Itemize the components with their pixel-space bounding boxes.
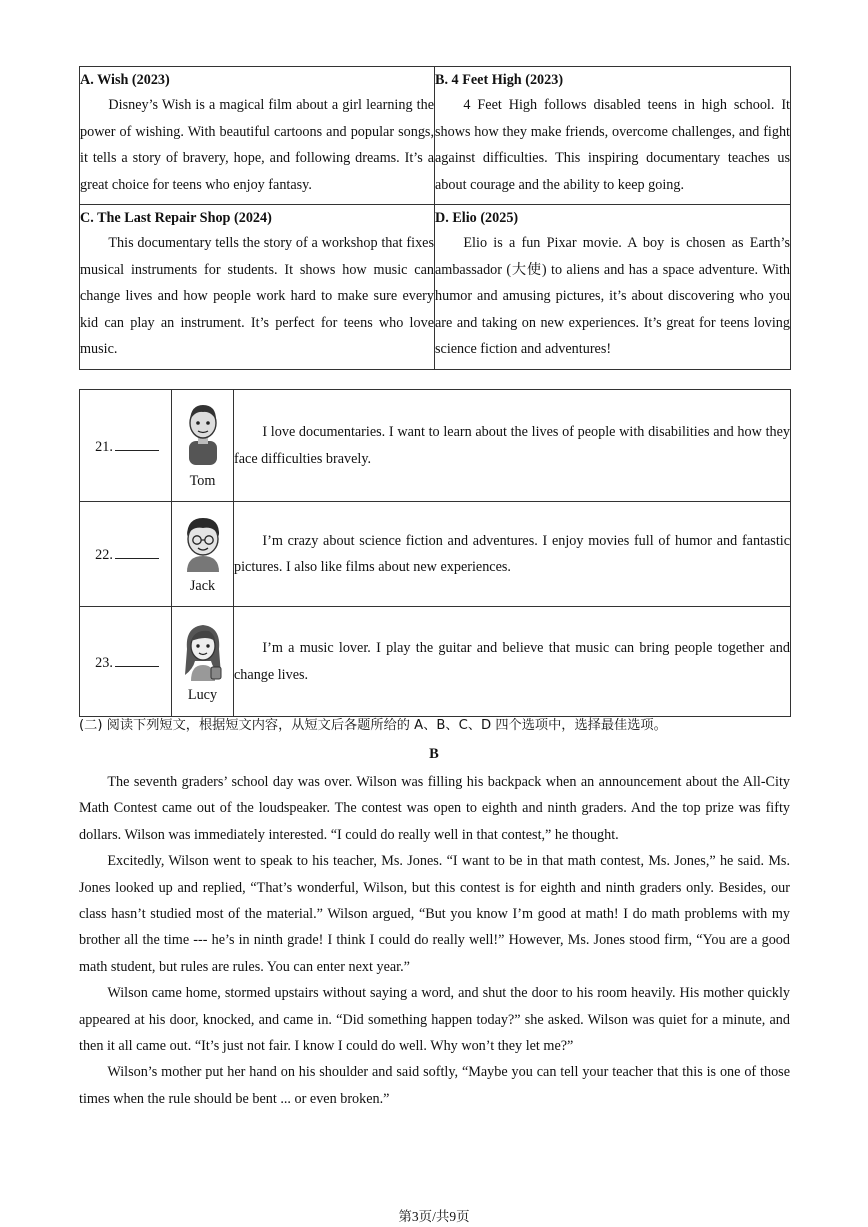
answer-blank[interactable] <box>115 652 159 667</box>
movie-option-c <box>80 205 435 370</box>
passage-paragraph: Excitedly, Wilson went to speak to his teacher, Ms. Jones. “I want to be in that math contest, Ms. Jones,” he said. Ms. Jones looked up and replied, “That’s wonderful, Wilson, but this contest is for eighth and ninth graders only. Besides, our class hasn’t studied most of the material.” Wilson argued, “But you know I’m good at math! I do math problems with my brother all the time --- he’s in ninth grade! I think I could do really well!” However, Ms. Jones stood firm, “You are a good math student, but rules are rules. You can enter next year.” <box>79 853 790 975</box>
section-instruction: (二) 阅读下列短文，根据短文内容，从短文后各题所给的 A、B、C、D 四个选项中，选择最佳选项。 <box>79 718 667 733</box>
movie-options-table <box>79 66 791 370</box>
movie-title: D. Elio (2025) <box>435 210 519 226</box>
person-name: Lucy <box>187 687 218 703</box>
movie-description: This documentary tells the story of a workshop that fixes musical instruments for students. It shows how music can change lives and how people work hard to make sure every kid can play an instrument. It’s perfect for teens who love music. <box>80 235 434 357</box>
people-matching-table <box>79 389 791 717</box>
table-row <box>80 390 791 502</box>
reading-passage <box>79 769 790 1112</box>
person-statement: I’m a music lover. I play the guitar and believe that music can bring people together and change lives. <box>234 607 791 717</box>
table-row <box>80 607 791 717</box>
movie-option-b <box>435 67 791 205</box>
person-name: Tom <box>189 473 216 489</box>
movie-title: B. 4 Feet High (2023) <box>435 72 564 88</box>
passage-paragraph: Wilson’s mother put her hand on his shoulder and said softly, “Maybe you can tell your teacher that this is one of those times when the rule should be bent ... or even broken.” <box>79 1064 790 1107</box>
question-number: 22. <box>95 547 113 563</box>
movie-description: 4 Feet High follows disabled teens in high school. It shows how they make friends, overcome challenges, and fight against difficulties. This inspiring documentary teaches us about courage and the ability to keep going. <box>435 97 790 193</box>
question-number-cell <box>80 502 172 607</box>
page-number-footer: 第3页/共9页 <box>398 1209 470 1224</box>
movie-title: C. The Last Repair Shop (2024) <box>80 210 272 226</box>
table-row <box>80 502 791 607</box>
boy-glasses-avatar-icon <box>181 514 225 572</box>
movie-description: Disney’s Wish is a magical film about a girl learning the power of wishing. With beautiful cartoons and popular songs, it tells a story of bravery, hope, and following dreams. It’s a great choice for teens who enjoy fantasy. <box>80 97 434 193</box>
question-number-cell <box>80 607 172 717</box>
girl-avatar-icon <box>179 619 227 681</box>
person-picture-cell <box>172 390 234 502</box>
question-number: 23. <box>95 654 113 671</box>
question-number: 21. <box>95 438 113 455</box>
movie-option-d <box>435 205 791 370</box>
movie-description: Elio is a fun Pixar movie. A boy is chosen as Earth’s ambassador (大使) to aliens and has a space adventure. With humor and amusing pictures, it’s about discovering who you are and taking on new experiences. It’s great for teens loving science fiction and adventures! <box>435 235 790 357</box>
person-statement: I’m crazy about science fiction and adventures. I enjoy movies full of humor and fantastic pictures. I also like films about new experiences. <box>234 502 791 607</box>
movie-option-a <box>80 67 435 205</box>
person-picture-cell <box>172 607 234 717</box>
boy-avatar-icon <box>183 401 223 467</box>
answer-blank[interactable] <box>115 436 159 451</box>
movie-title: A. Wish (2023) <box>80 72 170 88</box>
answer-blank[interactable] <box>115 544 159 559</box>
person-statement: I love documentaries. I want to learn about the lives of people with disabilities and how they face difficulties bravely. <box>234 390 791 502</box>
passage-paragraph: The seventh graders’ school day was over. Wilson was filling his backpack when an announcement about the All-City Math Contest came out of the loudspeaker. The contest was open to eighth and ninth graders. And the top prize was fifty dollars. Wilson was immediately interested. “I could do really well in that contest,” he thought. <box>79 774 790 843</box>
person-picture-cell <box>172 502 234 607</box>
person-name: Jack <box>189 577 216 594</box>
question-number-cell <box>80 390 172 502</box>
passage-paragraph: Wilson came home, stormed upstairs without saying a word, and shut the door to his room heavily. His mother quickly appeared at his door, knocked, and came in. “Did something happen today?” she asked. Wilson was quiet for a minute, and then it all came out. “It’s just not fair. I know I could do well. Why won’t they let me?” <box>79 985 790 1055</box>
passage-section-letter: B <box>429 746 439 762</box>
